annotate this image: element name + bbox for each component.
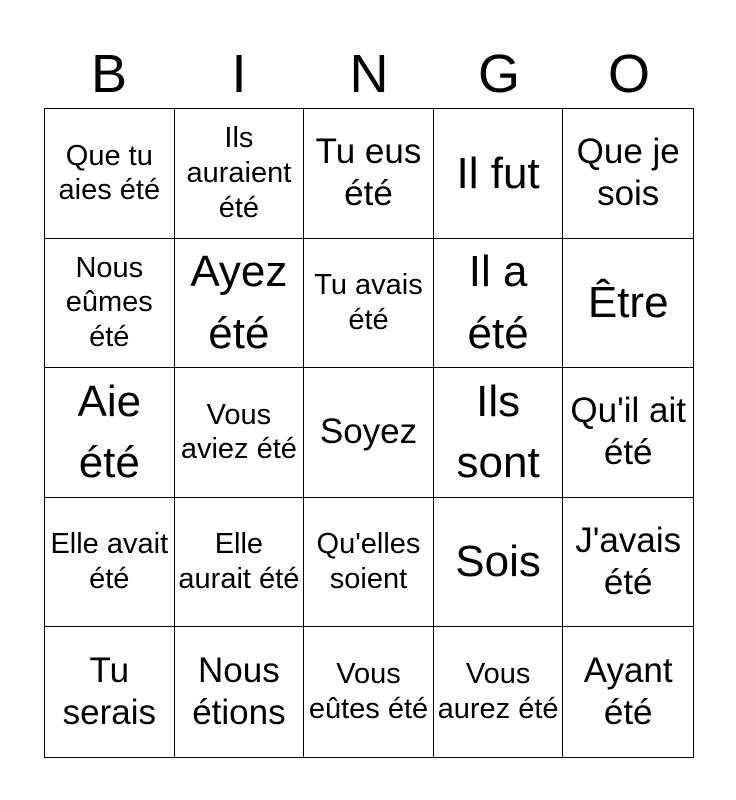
header-letter-n: N <box>349 44 389 104</box>
bingo-cell[interactable]: Que tu aies été <box>45 109 175 239</box>
bingo-cell[interactable]: Être <box>563 239 693 369</box>
bingo-cell[interactable]: Il a été <box>434 239 564 369</box>
bingo-cell[interactable]: Il fut <box>434 109 564 239</box>
bingo-cell[interactable]: Qu'il ait été <box>563 368 693 498</box>
header-letter-g: G <box>477 44 520 104</box>
bingo-cell[interactable]: Nous étions <box>175 627 305 757</box>
bingo-cell[interactable]: Vous eûtes été <box>304 627 434 757</box>
bingo-header <box>44 40 694 108</box>
bingo-cell[interactable]: Ils sont <box>434 368 564 498</box>
bingo-cell[interactable]: Elle avait été <box>45 498 175 628</box>
header-letter-b: B <box>90 44 128 104</box>
bingo-cell[interactable]: Qu'elles soient <box>304 498 434 628</box>
bingo-cell[interactable]: Aie été <box>45 368 175 498</box>
bingo-cell[interactable]: Nous eûmes été <box>45 239 175 369</box>
bingo-cell[interactable]: Ayant été <box>583 651 673 733</box>
bingo-cell[interactable]: Vous aurez été <box>434 627 564 757</box>
bingo-cell[interactable]: Vous aviez été <box>175 368 305 498</box>
bingo-cell[interactable]: Tu serais <box>45 627 175 757</box>
bingo-cell[interactable]: Soyez <box>304 368 434 498</box>
header-letter-o: O <box>607 44 650 104</box>
bingo-cell[interactable]: Tu eus été <box>304 109 434 239</box>
bingo-cell[interactable]: Ils auraient été <box>175 109 305 239</box>
bingo-cell[interactable]: Elle aurait été <box>175 498 305 628</box>
bingo-cell[interactable]: Tu avais été <box>304 239 434 369</box>
bingo-cell[interactable]: Ayez été <box>175 239 305 369</box>
bingo-cell[interactable]: J'avais été <box>563 498 693 628</box>
bingo-cell[interactable]: Que je sois <box>563 109 693 239</box>
bingo-cell[interactable]: Sois <box>434 498 564 628</box>
bingo-board <box>44 108 694 758</box>
header-letter-i: I <box>231 44 247 104</box>
